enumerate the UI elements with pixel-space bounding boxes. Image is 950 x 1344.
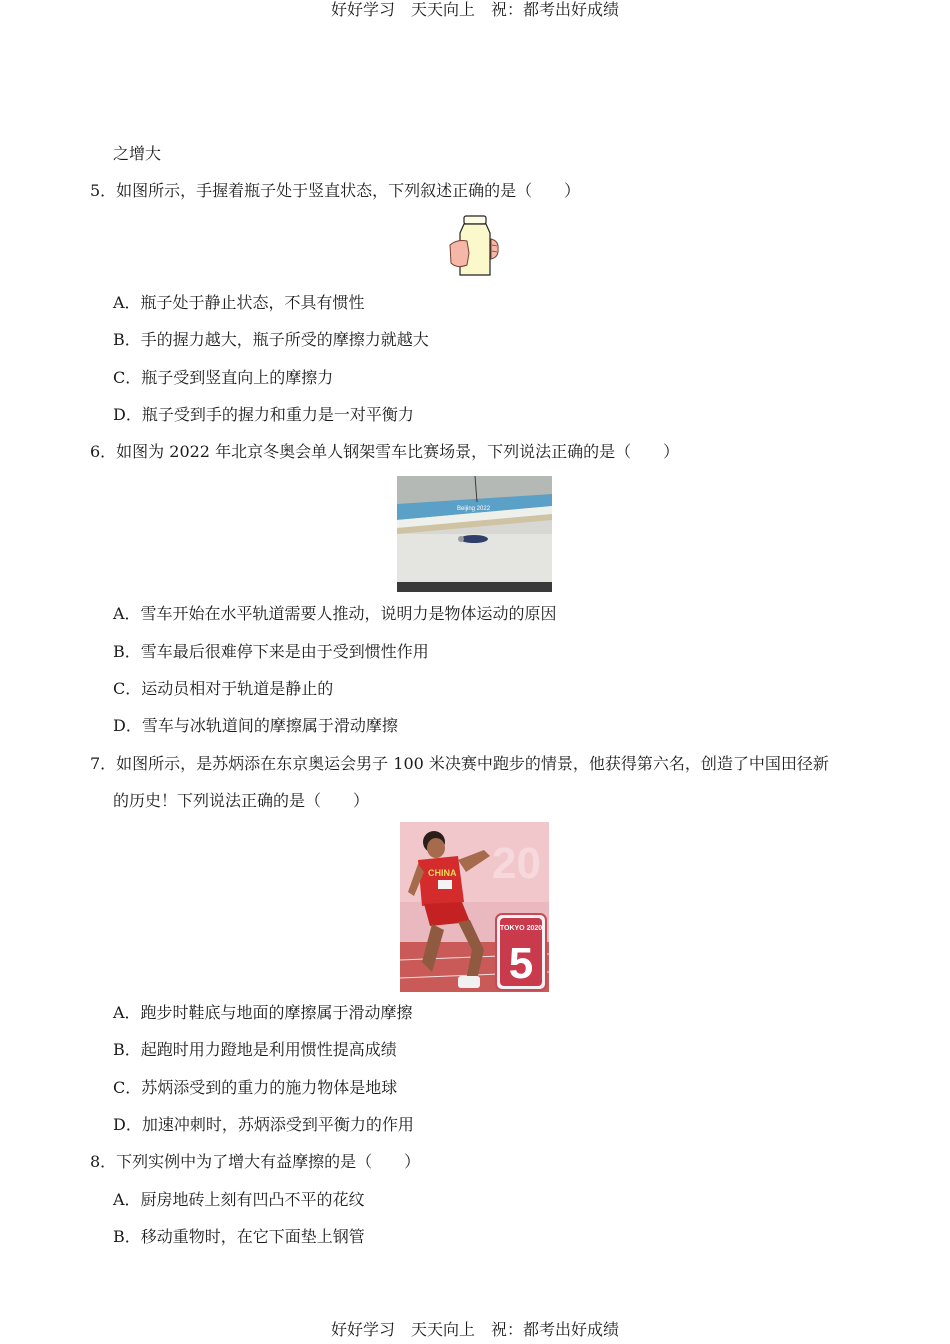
- q7-option-b: B．起跑时用力蹬地是利用惯性提高成绩: [113, 1040, 397, 1059]
- question-7-stem-line1: 7．如图所示，是苏炳添在东京奥运会男子 100 米决赛中跑步的情景，他获得第六名，创造了中国田径新: [90, 754, 829, 773]
- q5-option-d: D．瓶子受到手的握力和重力是一对平衡力: [113, 405, 414, 424]
- page-header: 好好学习 天天向上 祝：都考出好成绩: [330, 0, 619, 19]
- question-5-stem: 5．如图所示，手握着瓶子处于竖直状态，下列叙述正确的是（ ）: [90, 181, 581, 200]
- banner-label: Beijing 2022: [457, 506, 491, 512]
- q5-option-c: C．瓶子受到竖直向上的摩擦力: [113, 368, 334, 387]
- skeleton-sled-photo: [397, 476, 552, 592]
- q6-option-d: D．雪车与冰轨道间的摩擦属于滑动摩擦: [113, 716, 398, 735]
- q7-option-a: A．跑步时鞋底与地面的摩擦属于滑动摩擦: [113, 1003, 413, 1022]
- q7-option-c: C．苏炳添受到的重力的施力物体是地球: [113, 1078, 398, 1097]
- q5-option-b: B．手的握力越大，瓶子所受的摩擦力就越大: [113, 330, 429, 349]
- lane-number: 5: [508, 939, 534, 988]
- q5-option-a: A．瓶子处于静止状态，不具有惯性: [113, 293, 365, 312]
- q7-option-d: D．加速冲刺时，苏炳添受到平衡力的作用: [113, 1115, 414, 1134]
- page-footer: 好好学习 天天向上 祝：都考出好成绩: [330, 1320, 619, 1339]
- board-title: TOKYO 2020: [499, 925, 543, 932]
- question-8-stem: 8．下列实例中为了增大有益摩擦的是（ ）: [90, 1152, 421, 1171]
- q6-option-c: C．运动员相对于轨道是静止的: [113, 679, 334, 698]
- svg-text:20: 20: [492, 839, 541, 888]
- sprinter-photo: [400, 822, 549, 992]
- q8-option-b: B．移动重物时，在它下面垫上钢管: [113, 1227, 365, 1246]
- jersey-text: CHINA: [428, 868, 457, 878]
- question-6-stem: 6．如图为 2022 年北京冬奥会单人钢架雪车比赛场景，下列说法正确的是（ ）: [90, 442, 680, 461]
- bottle-hand-figure: [447, 215, 503, 279]
- carryover-text: 之增大: [113, 144, 162, 163]
- q8-option-a: A．厨房地砖上刻有凹凸不平的花纹: [113, 1190, 365, 1209]
- q6-option-b: B．雪车最后很难停下来是由于受到惯性作用: [113, 642, 429, 661]
- question-7-stem-line2: 的历史！下列说法正确的是（ ）: [113, 791, 370, 810]
- q6-option-a: A．雪车开始在水平轨道需要人推动，说明力是物体运动的原因: [113, 604, 557, 623]
